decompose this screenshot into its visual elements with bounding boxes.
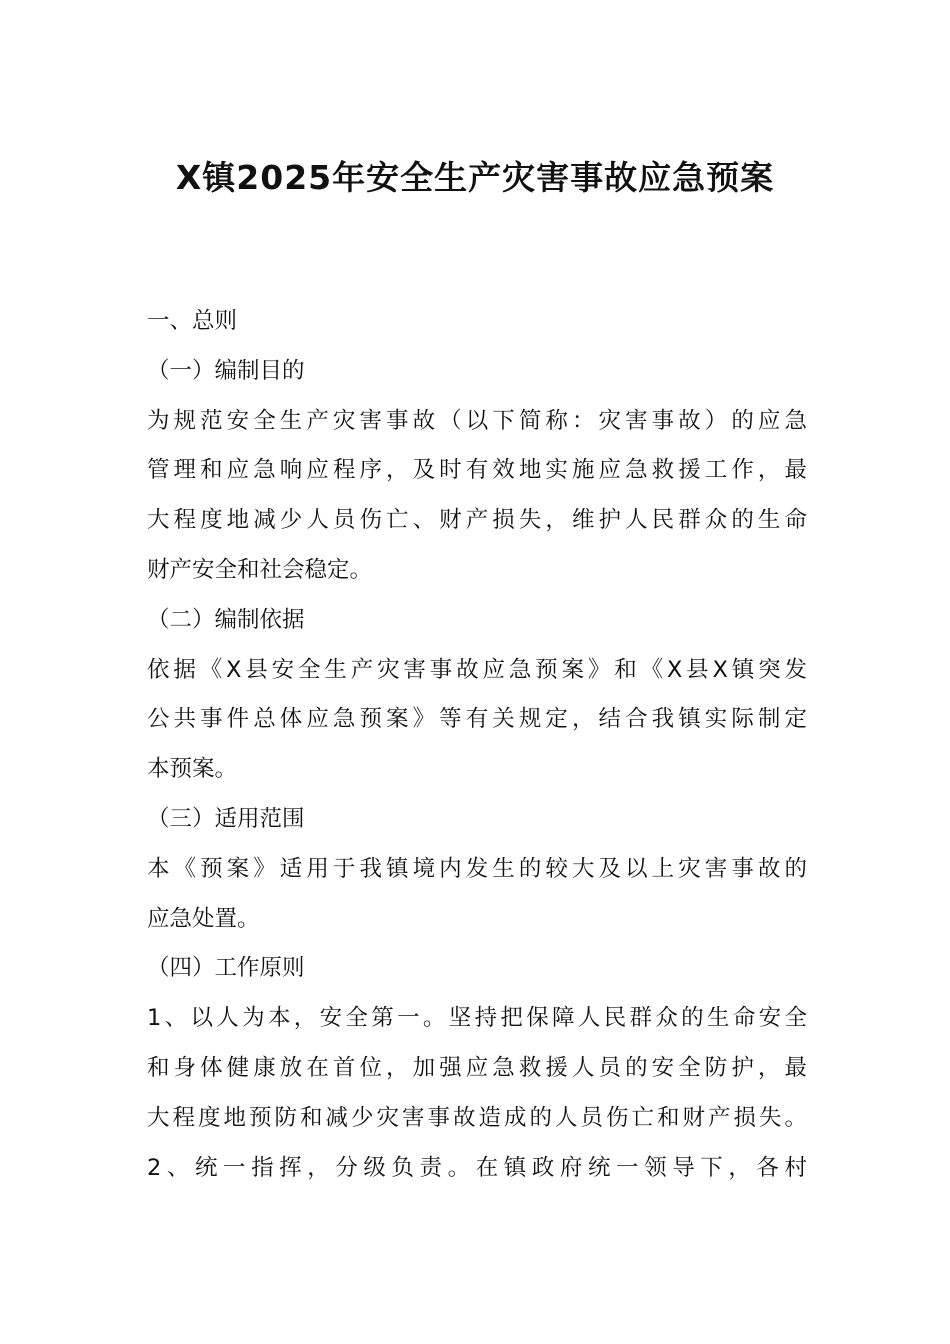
paragraph-line: 管理和应急响应程序，及时有效地实施应急救援工作，最 — [147, 457, 807, 484]
paragraph-line: 应急处置。 — [147, 905, 260, 932]
section-heading: 一、总则 — [147, 308, 238, 334]
paragraph-line: 本预案。 — [147, 756, 238, 783]
section-heading: （三）适用范围 — [147, 805, 305, 832]
paragraph-line: 本《预案》适用于我镇境内发生的较大及以上灾害事故的 — [147, 855, 807, 882]
paragraph-line: 依据《X县安全生产灾害事故应急预案》和《X县X镇突发 — [147, 656, 807, 683]
section-heading: （二）编制依据 — [147, 606, 305, 633]
paragraph-line: 为规范安全生产灾害事故（以下简称：灾害事故）的应急 — [147, 407, 807, 434]
document-title: X镇2025年安全生产灾害事故应急预案 — [175, 158, 775, 197]
section-heading: （四）工作原则 — [147, 955, 305, 982]
paragraph-line: 大程度地减少人员伤亡、财产损失，维护人民群众的生命 — [147, 507, 807, 534]
paragraph-line: 财产安全和社会稳定。 — [147, 556, 373, 583]
paragraph-line: 公共事件总体应急预案》等有关规定，结合我镇实际制定 — [147, 706, 807, 733]
paragraph-line: 和身体健康放在首位，加强应急救援人员的安全防护，最 — [147, 1054, 807, 1081]
section-heading: （一）编制目的 — [147, 357, 305, 384]
paragraph-line: 大程度地预防和减少灾害事故造成的人员伤亡和财产损失。 — [147, 1104, 807, 1131]
paragraph-line: 1、以人为本，安全第一。坚持把保障人民群众的生命安全 — [147, 1005, 807, 1032]
document-body — [147, 297, 807, 1193]
paragraph-line: 2、统一指挥，分级负责。在镇政府统一领导下，各村 — [147, 1154, 807, 1181]
